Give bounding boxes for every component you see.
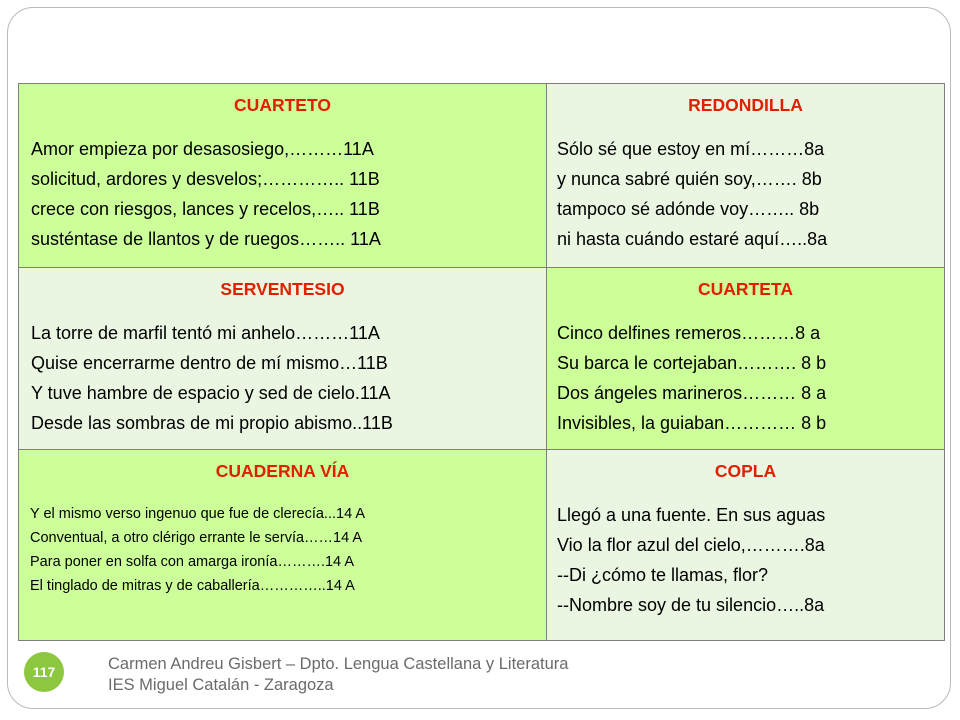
verse-line: Para poner en solfa con amarga ironía……….14 A [30,554,355,570]
table-row [19,450,945,641]
verse-line: Llegó a una fuente. En sus aguas [557,505,826,525]
verse-line: solicitud, ardores y desvelos;………….. 11B [31,169,380,189]
verse-line: y nunca sabré quién soy,……. 8b [557,169,822,189]
verse-line: Conventual, a otro clérigo errante le servía……14 A [30,530,363,546]
cell-cuarteto [19,84,547,268]
verse-line: Desde las sombras de mi propio abismo..11B [31,413,393,433]
cell-title: SERVENTESIO [220,279,345,299]
stanza-table [18,83,945,641]
cell-redondilla [547,84,945,268]
verse-line: crece con riesgos, lances y recelos,….. 11B [31,199,380,219]
verse-line: Sólo sé que estoy en mí………8a [557,139,825,159]
cell-cuarteta [547,268,945,450]
verse-line: Dos ángeles marineros……… 8 a [557,383,827,403]
verse-line: Su barca le cortejaban………. 8 b [557,353,827,373]
verse-line: Y tuve hambre de espacio y sed de cielo.11A [31,383,391,403]
verse-line: La torre de marfil tentó mi anhelo………11A [31,323,380,343]
cell-title: COPLA [714,461,777,481]
verse-line: tampoco sé adónde voy…….. 8b [557,199,820,219]
verse-line: Vio la flor azul del cielo,……….8a [557,535,825,555]
footer-credit [108,654,568,696]
cell-title: REDONDILLA [688,95,803,115]
verse-line: susténtase de llantos y de ruegos…….. 11A [31,229,381,249]
verse-line: Quise encerrarme dentro de mí mismo…11B [31,353,388,373]
table-row [19,268,945,450]
footer-line-2: IES Miguel Catalán - Zaragoza [108,676,334,694]
verse-line: Y el mismo verso ingenuo que fue de clerecía...14 A [30,506,366,522]
verse-line: ni hasta cuándo estaré aquí…..8a [557,229,828,249]
verse-line: Amor empieza por desasosiego,………11A [31,139,374,159]
cell-serventesio [19,268,547,450]
table-row [19,84,945,268]
footer-line-1: Carmen Andreu Gisbert – Dpto. Lengua Castellana y Literatura [108,655,569,673]
slide-number-badge: 117 [24,652,64,692]
cell-title: CUADERNA VÍA [215,461,350,481]
cell-cuaderna-via [19,450,547,641]
verse-line: --Nombre soy de tu silencio…..8a [557,595,825,615]
cell-copla [547,450,945,641]
verse-line: Cinco delfines remeros………8 a [557,323,821,343]
verse-line: Invisibles, la guiaban………… 8 b [557,413,827,433]
cell-title: CUARTETA [698,279,793,299]
verse-line: --Di ¿cómo te llamas, flor? [557,565,769,585]
verse-line: El tinglado de mitras y de caballería…………..14 A [30,578,355,594]
cell-title: CUARTETO [234,95,331,115]
